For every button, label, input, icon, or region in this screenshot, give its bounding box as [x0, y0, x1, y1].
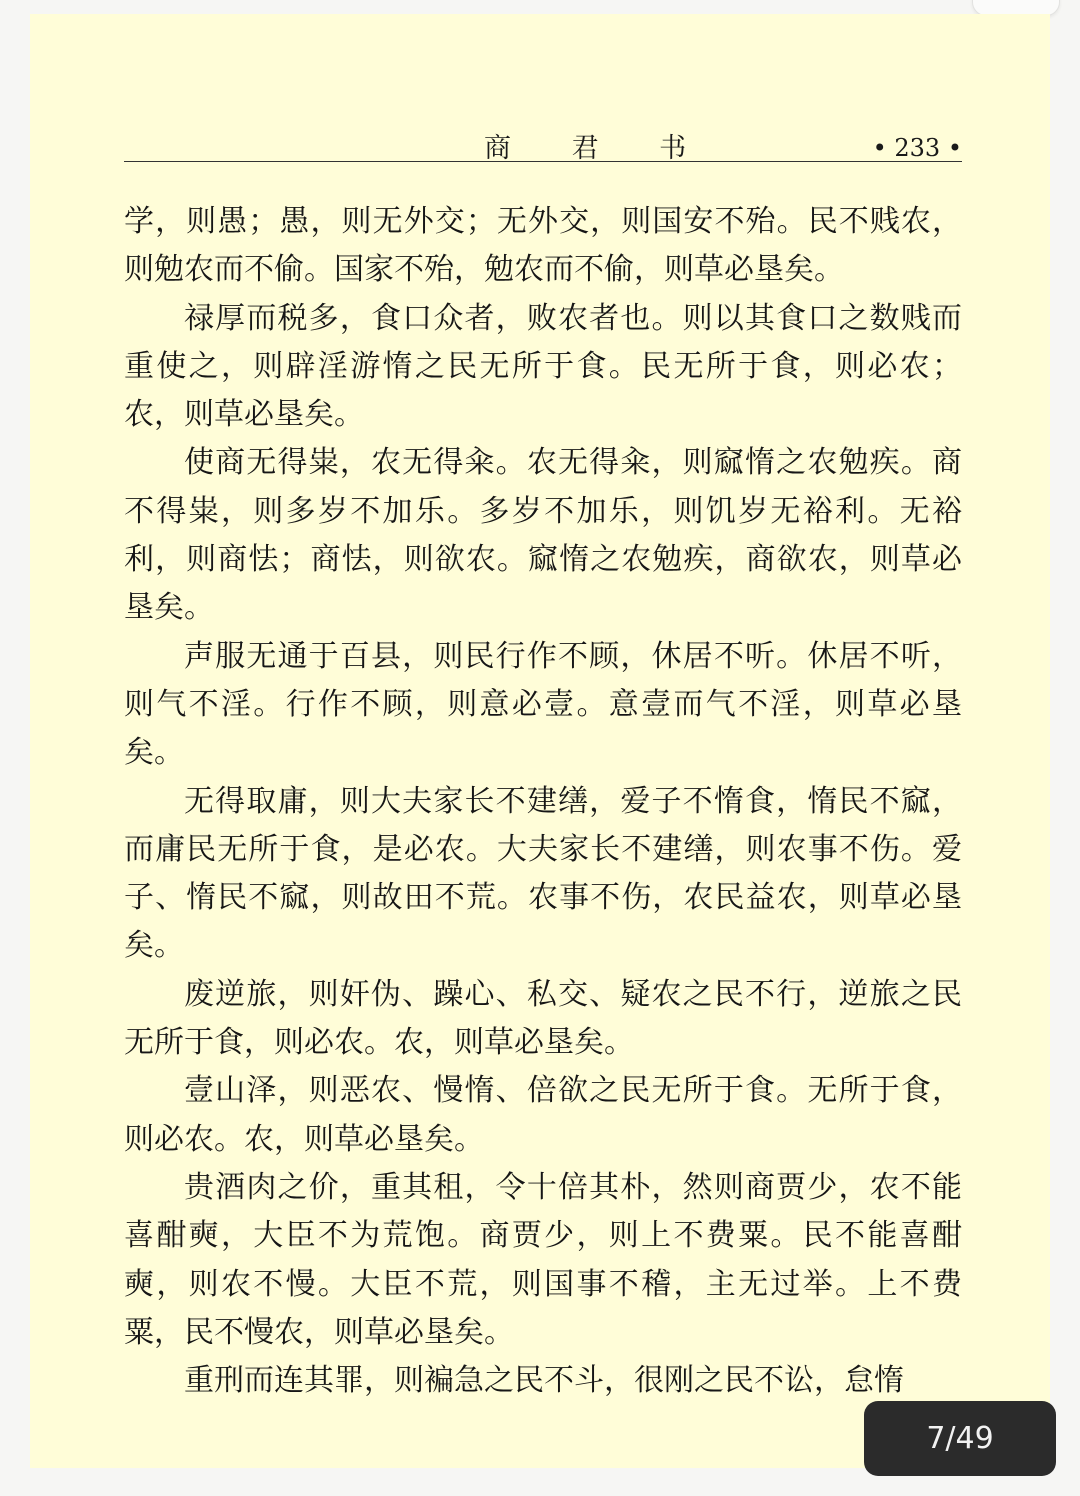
- paragraph: 壹山泽，则恶农、慢惰、倍欲之民无所于食。无所于食，则必农。农，则草必垦矣。: [124, 1073, 962, 1157]
- paragraph: 无得取庸，则大夫家长不建缮，爱子不惰食，惰民不窳，而庸民无所于食，是必农。大夫家长不建缮，则农事不伤。爱子、惰民不窳，则故田不荒。农事不伤，农民益农，则草必垦矣。: [124, 783, 962, 964]
- header-rule: [124, 161, 962, 162]
- paragraph: 废逆旅，则奸伪、躁心、私交、疑农之民不行，逆旅之民无所于食，则必农。农，则草必垦矣。: [124, 976, 962, 1061]
- paragraph: 声服无通于百县，则民行作不顾，休居不听。休居不听，则气不淫。行作不顾，则意必壹。意壹而气不淫，则草必垦矣。: [124, 638, 962, 771]
- paragraph: 重刑而连其罪，则褊急之民不斗，很刚之民不讼，怠惰: [184, 1363, 904, 1399]
- book-page: [30, 14, 1050, 1468]
- body-text: [124, 198, 962, 1405]
- paragraph: 使商无得粜，农无得籴。农无得籴，则窳惰之农勉疾。商不得粜，则多岁不加乐。多岁不加乐，则饥岁无裕利。无裕利，则商怯；商怯，则欲农。窳惰之农勉疾，商欲农，则草必垦矣。: [124, 445, 962, 626]
- paragraph: 学，则愚；愚，则无外交；无外交，则国安不殆。民不贱农，则勉农而不偷。国家不殆，勉农而不偷，则草必垦矣。: [124, 204, 962, 288]
- paragraph: 禄厚而税多，食口众者，败农者也。则以其食口之数贱而重使之，则辟淫游惰之民无所于食。民无所于食，则必农；农，则草必垦矣。: [124, 300, 962, 433]
- paragraph: 贵酒肉之价，重其租，令十倍其朴，然则商贾少，农不能喜酣奭，大臣不为荒饱。商贾少，则上不费粟。民不能喜酣奭，则农不慢。大臣不荒，则国事不稽，主无过举。上不费粟，民不慢农，则草必垦矣。: [124, 1169, 962, 1350]
- printed-page-number: • 233 •: [872, 134, 962, 162]
- running-title: 商 君 书: [484, 133, 713, 164]
- page-indicator-button[interactable]: 7/49: [864, 1401, 1056, 1476]
